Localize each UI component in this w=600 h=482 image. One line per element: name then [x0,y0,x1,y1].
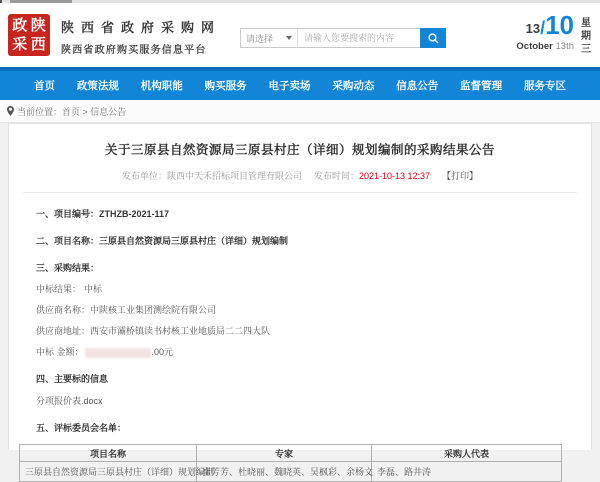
publish-time-label: 发布时间： [313,171,359,181]
site-logo-seal[interactable] [8,14,50,56]
site-title-block [61,17,221,56]
nav-item-purchase-services[interactable]: 购买服务 [204,80,247,92]
date-day: 13 [525,21,541,36]
title-divider [23,192,577,193]
page-title: 关于三原县自然资源局三原县村庄（详细）规划编制的采购结果公告 [104,143,495,157]
breadcrumb-path[interactable]: 首页 > 信息公告 [62,106,127,117]
date-main [516,12,574,56]
main-nav [0,67,600,100]
breadcrumb [0,100,600,123]
location-pin-icon [7,106,14,116]
redacted-amount [85,348,151,358]
bid-result-line [36,282,571,295]
supplier-name-line [36,303,571,316]
date-month-en: October [516,41,553,52]
nav-item-policies[interactable]: 政策法规 [76,80,119,92]
search-category-select[interactable] [240,28,298,48]
project-name-value: 三原县自然资源局三原县村庄（详细）规划编制 [99,236,289,246]
section-project-number [36,207,571,220]
nav-item-announcements[interactable]: 信息公告 [396,80,439,92]
site-subtitle: 陕西省政府购买服务信息平台 [61,45,207,56]
date-slash: / [540,18,546,38]
publisher-value: 陕西中天禾招标项目管理有限公司 [166,171,302,181]
table-header-row [20,445,562,462]
announcement-card [8,123,592,477]
supplier-name-value: 中陕核工业集团测绘院有限公司 [90,305,217,315]
project-name-label: 二、项目名称： [36,236,100,246]
search-input[interactable] [298,28,420,48]
section-subject-info: 四、主要标的信息 [36,374,109,384]
search-bar [240,28,446,48]
logo-char: 采 [12,35,28,53]
date-weekday: 星期三 [581,18,591,55]
print-button[interactable]: 【打印】 [442,171,479,181]
project-number-label: 一、项目编号： [36,209,100,219]
bid-result-label: 中标结果： [36,284,82,294]
cell-purchaser-reps: 李磊、路井涛 [372,462,562,482]
search-icon [428,33,439,44]
table-row [20,462,562,482]
logo-char: 陕 [30,17,46,34]
date-month: 10 [545,10,574,40]
cell-project-name: 三原县自然资源局三原县村庄（详细）规划编制 [20,462,197,482]
publisher-label: 发布单位： [121,171,167,181]
project-number-value: ZTHZB-2021-117 [99,209,170,219]
section-project-name [36,234,571,247]
col-header-experts: 专家 [197,445,372,462]
article-meta [9,169,591,182]
supplier-address-line [36,324,571,337]
col-header-project-name: 项目名称 [20,445,197,462]
logo-char: 西 [30,35,46,53]
bid-amount-line [36,345,571,358]
bid-result-value: 中标 [84,284,103,294]
bid-amount-suffix: .00元 [151,347,174,357]
nav-item-service-zone[interactable]: 服务专区 [524,80,566,92]
date-widget [516,12,592,56]
attachment-link[interactable]: 分项报价表.docx [36,396,103,406]
site-header [0,3,600,67]
nav-item-functions[interactable]: 机构职能 [140,80,183,92]
breadcrumb-label: 当前位置： [17,106,63,117]
committee-table [19,444,562,482]
article-body [9,207,591,434]
search-select-label: 请选择 [246,33,274,44]
section-procurement-result: 三、采购结果： [36,263,100,273]
bid-amount-label: 中标 金额： [36,347,84,357]
section-committee: 五、评标委员会名单： [36,423,127,433]
nav-item-supervision[interactable]: 监督管理 [460,80,503,92]
publish-time-value: 2021-10-13 12:37 [358,171,431,181]
search-button[interactable] [420,28,446,48]
supplier-name-label: 供应商名称： [36,305,91,315]
date-day-en: 13th [555,41,574,52]
supplier-address-label: 供应商地址： [36,326,91,336]
cell-experts: 崔芳芳、杜晓丽、魏晓英、吴枫彩、余杨文 [197,462,372,482]
logo-char: 政 [12,17,28,34]
chevron-down-icon [286,36,292,40]
nav-item-home[interactable]: 首页 [34,80,55,92]
supplier-address-value: 西安市灞桥镇读书村核工业地质局二二四大队 [90,326,271,336]
col-header-purchaser-reps: 采购人代表 [372,445,562,462]
nav-item-e-marketplace[interactable]: 电子卖场 [268,80,311,92]
site-name: 陕西省政府采购网 [61,20,222,35]
nav-item-procurement-news[interactable]: 采购动态 [332,80,375,92]
